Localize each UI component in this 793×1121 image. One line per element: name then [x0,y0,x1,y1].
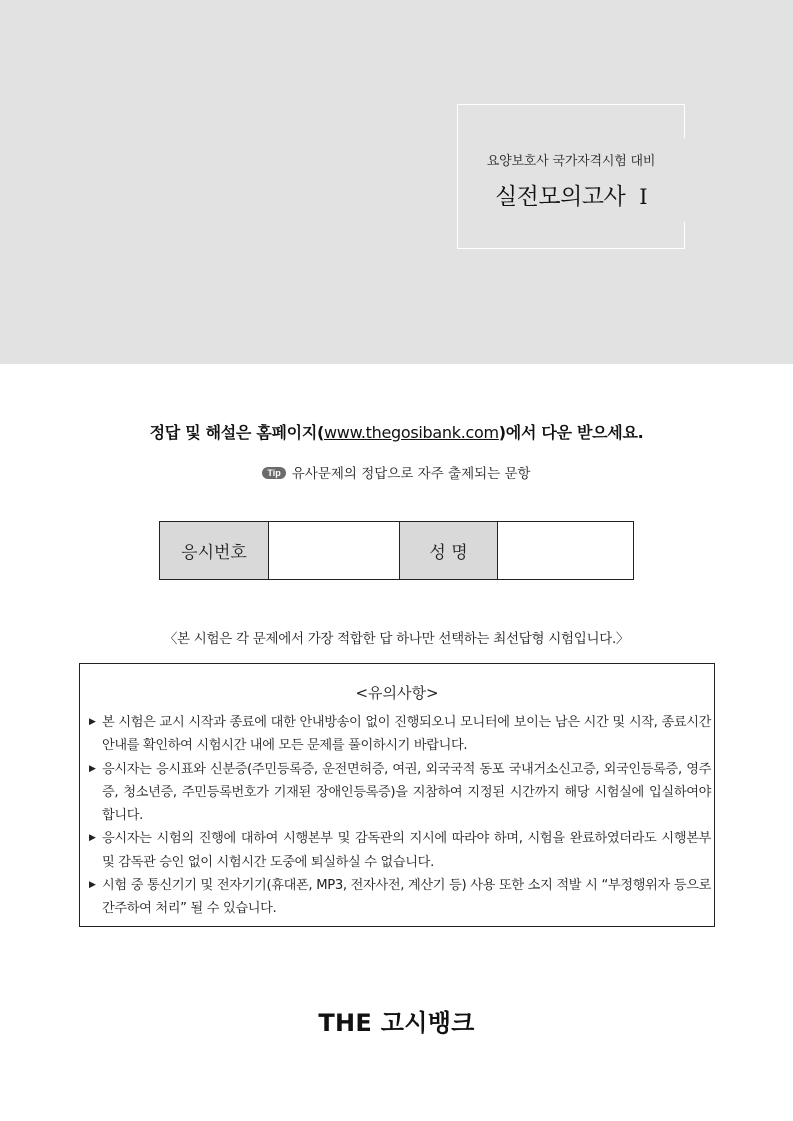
tip-legend [0,462,793,482]
notice-title: <유의사항> [355,684,439,702]
notice-item [89,827,711,874]
notice-item-text: 시험 중 통신기기 및 전자기기(휴대폰, MP3, 전자사전, 계산기 등) 사용 또한 소지 적발 시 “부정행위자 등으로 간주하여 처리” 될 수 있습니다. [102,878,711,917]
notice-item [89,711,711,758]
exam-number-label: 응시번호 [160,522,269,579]
cover-title [457,178,685,211]
name-field[interactable] [498,522,633,579]
frame-left-line [457,104,458,249]
frame-right-top-line [684,104,685,138]
tip-badge-icon: Tip [262,467,285,479]
frame-top-line [457,104,685,105]
notice-item-text: 응시자는 응시표와 신분증(주민등록증, 운전면허증, 여권, 외국국적 동포 국내거소신고증, 외국인등록증, 영주증, 청소년증, 주민등록번호가 기재된 장애인등록증)을 지참하여 지정된 시간까지 해당 시험실에 입실하여야 합니다. [102,761,711,824]
frame-bottom-line [457,248,685,249]
notice-list [89,711,711,921]
triangle-bullet-icon: ▶ [89,763,96,774]
triangle-bullet-icon: ▶ [89,717,96,727]
notice-item [89,758,711,828]
answer-note-prefix: 정답 및 해설은 홈페이지( [149,423,324,442]
notice-item-text: 본 시험은 교시 시작과 종료에 대한 안내방송이 없이 진행되오니 모니터에 보이는 남은 시간 및 시작, 종료시간 안내를 확인하여 시험시간 내에 모든 문제를 풀이하시기 바랍니다. [102,715,711,754]
triangle-bullet-icon: ▶ [89,833,96,844]
candidate-info-table [159,521,634,580]
homepage-link[interactable]: www.thegosibank.com [324,423,499,442]
cover-subtitle: 요양보호사 국가자격시험 대비 [486,154,656,169]
cover-title-text: 실전모의고사 [494,184,626,210]
answer-download-note [0,420,793,443]
notice-item-text: 응시자는 시험의 진행에 대하여 시행본부 및 감독관의 지시에 따라야 하며, 시험을 완료하였더라도 시행본부 및 감독관 승인 없이 시험시간 도중에 퇴실하실 수 없습니다. [102,831,711,870]
exam-format-note: 〈본 시험은 각 문제에서 가장 적합한 답 하나만 선택하는 최선답형 시험입니다.〉 [163,631,630,647]
cover-title-box [457,104,685,249]
triangle-bullet-icon: ▶ [89,880,96,891]
notice-box [79,663,715,927]
answer-note-suffix: )에서 다운 받으세요. [498,423,644,442]
publisher-brand: THE 고시뱅크 [318,1009,475,1037]
exam-number-field[interactable] [269,522,400,579]
cover-volume: Ⅰ [639,185,648,209]
name-label: 성 명 [400,522,498,579]
notice-item [89,874,711,921]
tip-text: 유사문제의 정답으로 자주 출제되는 문항 [291,466,531,482]
frame-right-bottom-line [684,222,685,249]
